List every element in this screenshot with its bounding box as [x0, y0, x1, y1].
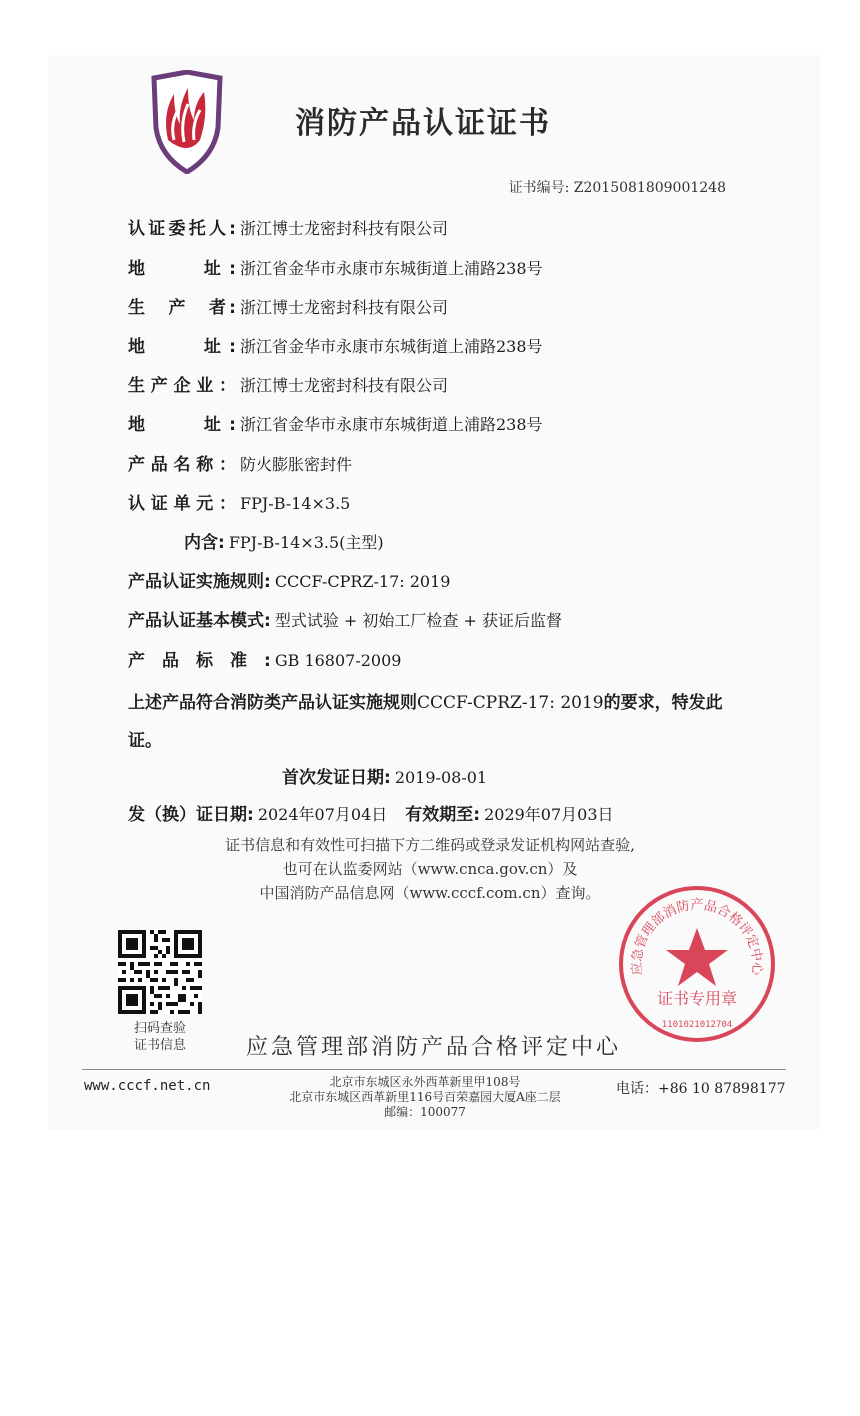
conformity-statement	[128, 684, 728, 760]
contains-label: 内含:	[184, 533, 225, 553]
field-value: 浙江博士龙密封科技有限公司	[240, 298, 449, 317]
footer-phone: 电话：+86 10 87898177	[616, 1081, 786, 1097]
certificate-number: 证书编号: Z2015081809001248	[508, 180, 726, 196]
valid-until-date: 2029年07月03日	[484, 805, 614, 824]
note-line: 证书信息和有效性可扫描下方二维码或登录发证机构网站查验,	[225, 836, 635, 854]
field-value: 浙江省金华市永康市东城街道上浦路238号	[240, 415, 543, 434]
field-row	[128, 254, 543, 279]
mode-label: 产品认证基本模式:	[128, 611, 271, 631]
first-issue-date: 2019-08-01	[394, 768, 488, 787]
mode-value: 型式试验 + 初始工厂检查 + 获证后监督	[274, 611, 562, 630]
fire-certification-logo	[148, 70, 226, 174]
footer-address	[250, 1075, 600, 1120]
field-row	[128, 332, 543, 357]
field-value: FPJ-B-14×3.5	[240, 494, 351, 513]
field-row	[128, 410, 543, 435]
contains-row	[184, 528, 384, 553]
certificate-title: 消防产品认证证书	[295, 106, 551, 141]
statement-text: 上述产品符合消防类产品认证实施规则	[128, 693, 417, 713]
field-label: 认证委托人:	[128, 219, 236, 239]
first-issue-row	[282, 763, 487, 788]
qr-caption-line: 扫码查验	[133, 1021, 186, 1036]
contains-value: FPJ-B-14×3.5(主型)	[228, 533, 384, 552]
field-label: 认证单元：	[128, 494, 236, 514]
field-label: 生 产 者:	[128, 298, 236, 318]
statement-text: 的要求，特发此证。	[128, 693, 723, 751]
seal-center-text: 证书专用章	[656, 989, 738, 1008]
rules-label: 产品认证实施规则:	[128, 572, 271, 592]
seal-star-icon	[666, 928, 728, 986]
qr-code[interactable]	[118, 930, 202, 1014]
field-row	[128, 214, 448, 239]
rules-value: CCCF-CPRZ-17: 2019	[274, 572, 451, 591]
mode-row	[128, 606, 562, 631]
field-value: 浙江省金华市永康市东城街道上浦路238号	[240, 259, 543, 278]
field-value: 浙江省金华市永康市东城街道上浦路238号	[240, 337, 543, 356]
footer-divider	[82, 1069, 786, 1070]
address-line: 北京市东城区永外西革新里甲108号	[329, 1075, 521, 1089]
issue-date: 2024年07月04日	[257, 805, 388, 824]
rules-row	[128, 567, 450, 592]
field-label: 地 址:	[128, 337, 236, 357]
field-label: 地 址:	[128, 415, 236, 435]
official-seal	[617, 884, 777, 1044]
standard-row	[128, 646, 401, 671]
statement-rule: CCCF-CPRZ-17: 2019	[417, 693, 604, 713]
valid-until-label: 有效期至:	[405, 805, 481, 825]
footer-website[interactable]: www.cccf.net.cn	[84, 1078, 211, 1094]
standard-label: 产 品 标 准 :	[128, 651, 271, 671]
address-line: 北京市东城区西革新里116号百荣嘉园大厦A座二层	[289, 1090, 561, 1104]
issuing-organization: 应急管理部消防产品合格评定中心	[246, 1035, 622, 1060]
issue-validity-row	[128, 800, 614, 825]
note-line: 中国消防产品信息网（www.cccf.com.cn）查询。	[259, 884, 601, 902]
standard-value: GB 16807-2009	[274, 651, 402, 670]
field-row	[128, 371, 448, 396]
issue-date-label: 发（换）证日期:	[128, 805, 254, 825]
field-row	[128, 293, 448, 318]
field-row	[128, 489, 350, 514]
field-label: 产品名称：	[128, 455, 236, 475]
qr-caption	[120, 1020, 200, 1054]
field-value: 防火膨胀密封件	[240, 455, 353, 474]
field-row	[128, 450, 352, 475]
qr-caption-line: 证书信息	[133, 1038, 186, 1053]
field-value: 浙江博士龙密封科技有限公司	[240, 219, 449, 238]
postal-code: 邮编：100077	[384, 1105, 466, 1119]
field-label: 生产企业：	[128, 376, 236, 396]
note-line: 也可在认监委网站（www.cnca.gov.cn）及	[282, 860, 578, 878]
seal-ring-text-path: 应急管理部消防产品合格评定中心	[629, 898, 765, 976]
field-label: 地 址:	[128, 259, 236, 279]
first-issue-label: 首次发证日期:	[282, 768, 391, 788]
seal-number: 1101021012704	[661, 1020, 733, 1030]
field-value: 浙江博士龙密封科技有限公司	[240, 376, 449, 395]
